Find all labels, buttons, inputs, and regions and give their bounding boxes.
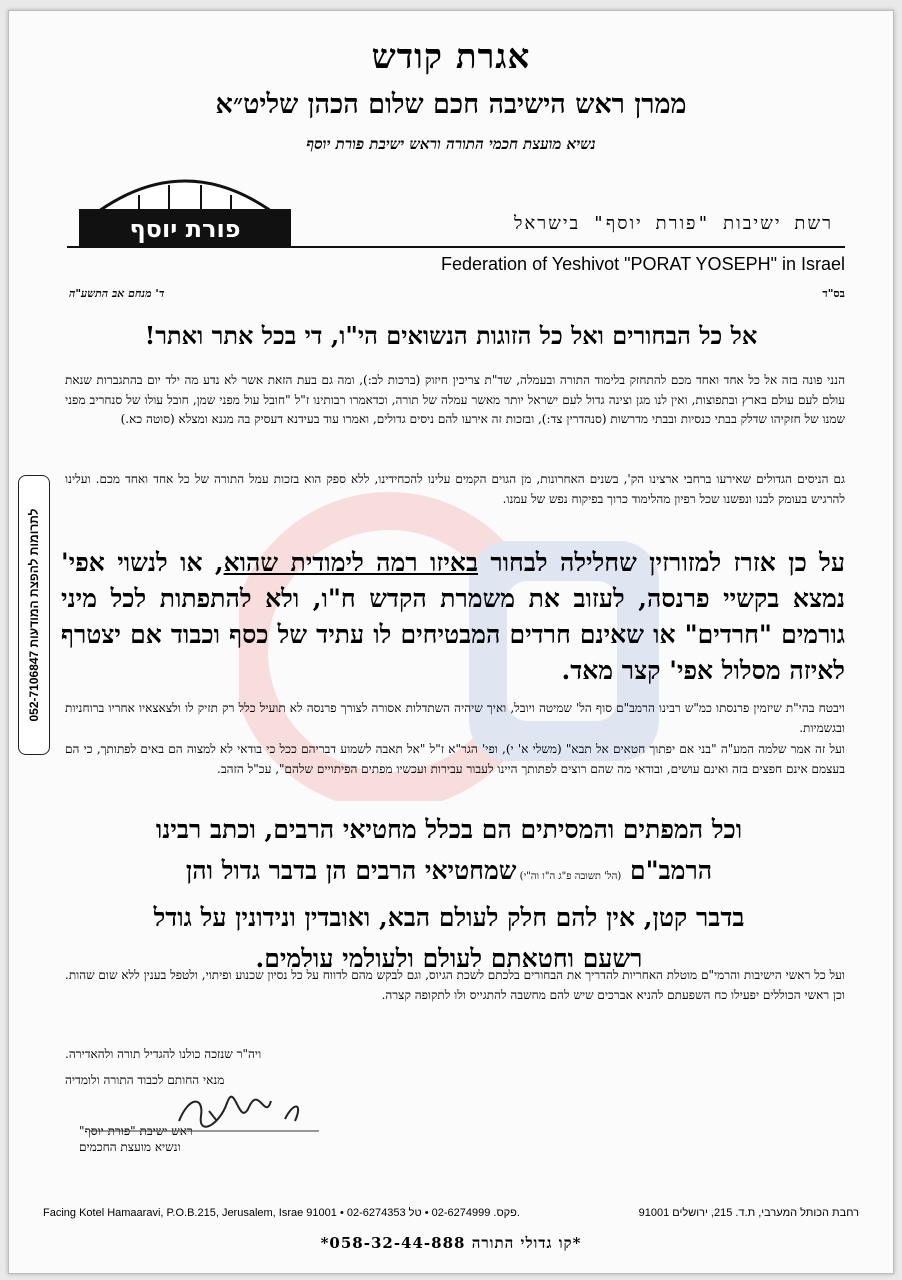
emphasis-2-line-3: בדבר קטן, אין להם חלק לעולם הבא, ואובדין ונידונין על גודל (153, 903, 745, 932)
paragraph-1: הנני פונה בזה אל כל אחד ואחד מכם להתחזק בלימוד התורה ובעמלה, שד"ת צריכין חיזוק (ברכות לב:), ומה גם בעת הזאת אשר לא נדע מה ילד יום בהתגברות שנאת עולם לעם עולם בארץ ובתפוצות, ואין לנו מגן וצינה גדול לעם ישראל יותר מאשר עמלה של תורה, וכדאמרו רבותינו ז"ל "חובל עול מפני שמן, חובל עולו של סנחריב מפני שמנו של חזקיהו שדלק בבתי כנסיות ובבתי מדרשות (סנהדרין צד:), ובזכות זה אירעו להם ניסים גדולים, ואמרו עוד בעידנא דעסיק בה מגנא ומצלא (סוטה כא.) (65, 373, 845, 426)
signature-line-1: ראש ישיבת "פורת יוסף" (79, 1124, 193, 1138)
federation-name-english: Federation of Yeshivot "PORAT YOSEPH" in Israel (441, 254, 845, 274)
letter-title: אגרת קודש (371, 37, 531, 77)
donation-phone-text: לתרומות להפצת המודעות 052-7106847 (27, 508, 41, 722)
emphasis-2-line-4: רשעם וחטאתם לעולם ולעולמי עולמים. (255, 944, 643, 973)
letter-page (8, 10, 894, 1274)
emphasis-paragraph-1 (61, 545, 845, 689)
emphasis-2-line-1: וכל המפתים והמסיתים הם בכלל מחטיאי הרבים, וכתב רבינו (155, 815, 743, 844)
emphasis-1-underlined: באיזו רמה לימודית שהוא (223, 548, 479, 577)
closing-sign-off: מנאי החותם לכבוד התורה ולומדיה (65, 1073, 225, 1087)
network-name-hebrew: רשת ישיבות "פורת יוסף" בישראל (514, 213, 833, 234)
bsd-mark: בס"ד (822, 287, 845, 300)
author-role: נשיא מועצת חכמי התורה וראש ישיבת פורת יוסף (306, 135, 596, 153)
signature-line-2: ונשיא מועצת החכמים (79, 1140, 181, 1154)
paragraph-2: גם הניסים הגדולים שאירעו ברחבי ארצינו הק', בשנים האחרונות, מן הגוים הקמים עלינו להכחידינו, ללא ספק הוא בזכות עמל התורה של כל אחד ואחד מכם. ועלינו להרגיש בעומק לבנו ונפשנו שכל רפיון מהלימוד כרוך בפיקוח נפש של עמנו. (65, 472, 845, 506)
emphasis-paragraph-2 (49, 809, 849, 979)
footer-address (43, 1207, 859, 1219)
porat-yoseph-logo (69, 161, 301, 251)
header-rule (67, 246, 845, 248)
emphasis-2-line-2-start: הרמב"ם (621, 856, 713, 885)
emphasis-2-line-2-end: שמחטיאי הרבים הן בדבר גדול והן (185, 856, 517, 885)
emphasis-2-line-2 (49, 850, 849, 897)
emphasis-2-citation: (הל' תשובה פ"ג ה"ו וה"י) (516, 871, 622, 882)
footer-hotline-banner: *קו גדולי התורה 058-32-44-888* (320, 1234, 582, 1252)
emphasis-1-start: על כן אזרז למזורזין שחלילה לבחור (478, 548, 845, 577)
paragraph-5: ועל כל ראשי הישיבות והרמי"ם מוטלת האחריות להדריך את הבחורים בלכתם לשכת הגיוס, וגם לבקש מהם לדווח על כל נסיון שכנוע ופיתוי, ולטפל בענין ללא שום שהות. וכן ראשי הכוללים יפעילו כח השפעתם להניא אברכים שיש להם מחשבה להתגייס ולו לתקופה קצרה. (65, 968, 845, 1002)
logo-text: פורת יוסף (129, 215, 241, 243)
closing-blessing: ויה"ר שנזכה כולנו להגדיל תורה ולהאדירה. (65, 1047, 262, 1061)
emphasis-1-end: , או לנשוי אפי' נמצא בקשיי פרנסה, לעזוב את משמרת הקדש ח"ו, ולא להתפתות לכל מיני גורמים "חרדים" או שאינם חרדים המבטיחים לו עתיד של כסף וכבוד אם יצטרף לאיזה מסלול אפי' קצר מאד. (61, 548, 845, 685)
footer-address-hebrew: רחבת הכותל המערבי, ת.ד. 215, ירושלים 91001 (638, 1207, 859, 1219)
signature-block (79, 1123, 319, 1155)
donation-phone-box (18, 475, 50, 755)
letter-heading: אל כל הבחורים ואל כל הזוגות הנשואים הי"ו, די בכל אתר ואתר! (144, 321, 758, 350)
letter-date: ד' מנחם אב התשע"ה (69, 287, 165, 300)
letter-subtitle: ממרן ראש הישיבה חכם שלום הכהן שליט״א (215, 89, 687, 120)
paragraph-3: ויבטח בהי"ת שיזמין פרנסתו כמ"ש רבינו הרמב"ם סוף הל' שמיטה ויובל, ואיך שיהיה השתדלות אסורה לצורך פרנסה לא תועיל כלל רק תזיק לו ולצאצאיו אחריו ברוחניות ובגשמיות. (65, 701, 845, 735)
footer-address-english: Facing Kotel Hamaaravi, P.O.B.215, Jerusalem, Israe 91001 • 02-6274353 פקס. 02-6274999 • טל. (43, 1207, 520, 1219)
paragraph-4: ועל זה אמר שלמה המע"ה "בני אם יפתוך חטאים אל תבא" (משלי א' י), ופי' הגר"א ז"ל "אל תאבה לשמוע דבריהם ככל כי בודאי לא למצוה הם באים לפתותך, כי הם בעצמם אינם חפצים בזה ואינם עושים, ובודאי מה שהם רוצים לפתותך היינו לעבור עבירות ועכשיו מפתים הפיתויים שלהם", עכ"ל הזהב. (65, 742, 845, 776)
